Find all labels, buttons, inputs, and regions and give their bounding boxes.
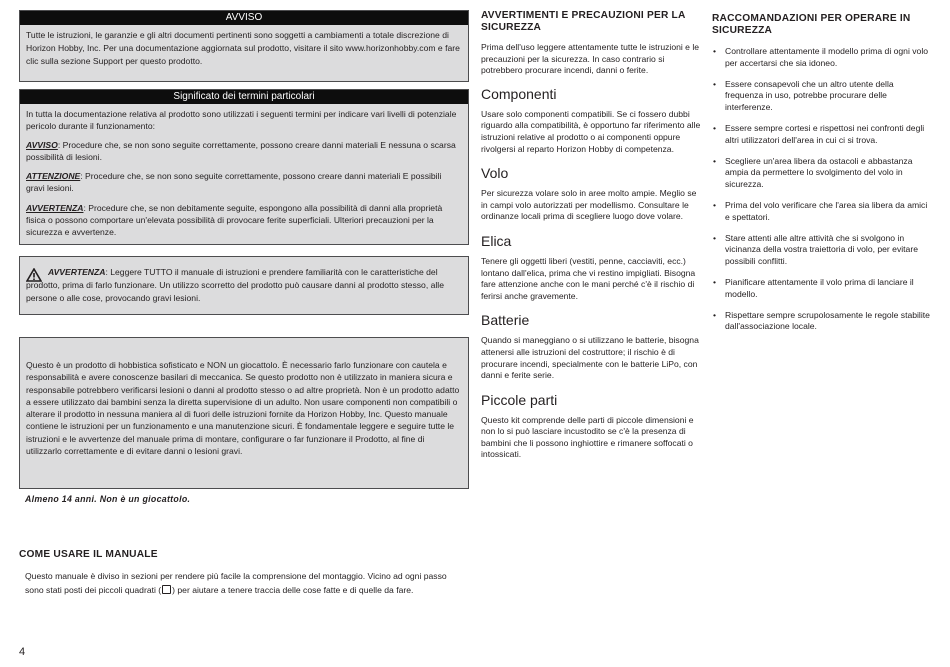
section-title-elica: Elica — [481, 232, 512, 249]
manual-text — [25, 569, 465, 598]
list-item: • Rispettare sempre scrupolosamente le regole stabilite dall'associazione locale. — [712, 310, 934, 333]
warning-box — [19, 256, 469, 315]
term-avviso-text: : Procedure che, se non sono seguite correttamente, possono creare danni materiali E nessuna o scarsa possibilità di lesioni. — [26, 140, 456, 163]
safety-column — [481, 10, 701, 461]
recommendations-list — [712, 46, 934, 333]
section-text-elica: Tenere gli oggetti liberi (vestiti, penne, cacciaviti, ecc.) lontano dall'elica, prima che vi restino impigliati. Bisogna fare attenzione anche con le mani perché c'è il rischio di ferirsi anche gravemente. — [481, 255, 696, 301]
age-note: Almeno 14 anni. Non è un giocattolo. — [25, 494, 191, 504]
list-item: • Pianificare attentamente il volo prima di lanciare il modello. — [712, 277, 934, 300]
terms-box — [19, 89, 469, 245]
avviso-box — [19, 10, 469, 82]
hobby-box — [19, 337, 469, 489]
section-text-batterie: Quando si maneggiano o si utilizzano le batterie, bisogna attenersi alle istruzioni del costruttore; il rischio è di procurare incendi, specialmente con le batterie LiPo, con danni e ferite serie. — [481, 335, 699, 381]
safety-intro: Prima dell'uso leggere attentamente tutte le istruzioni e le precauzioni per la sicurezza. In caso contrario si potrebbero procurare incendi, danni o ferite. — [481, 42, 700, 76]
manual-text-after: ) per aiutare a tenere traccia delle cose fatte e di quelle da fare. — [172, 585, 414, 596]
term-avvertenza-text: : Procedure che, se non debitamente seguite, espongono alla possibilità di danni alla proprietà fisica o possono comportare un'elevata possibilità di provocare ferite superficiali. Ulteriori precauzioni per la sicurezza e avvertenze. — [26, 202, 443, 237]
terms-box-title: Significato dei termini particolari — [20, 90, 468, 104]
term-attenzione-text: : Procedure che, se non sono seguite correttamente, possono creare danni materiali E possibili gravi lesioni. — [26, 171, 442, 194]
term-avviso — [26, 139, 462, 163]
term-attenzione — [26, 170, 462, 194]
list-item: • Prima del volo verificare che l'area sia libera da amici e spettatori. — [712, 200, 934, 223]
section-title-volo: Volo — [481, 165, 509, 182]
list-item: • Controllare attentamente il modello prima di ogni volo per accertarsi che sia idoneo. — [712, 46, 934, 69]
manual-text-before: Questo manuale è diviso in sezioni per rendere più facile la comprensione del montaggio. Vicino ad ogni passo sono stati posti dei piccoli quadrati ( — [25, 571, 447, 596]
checkbox-square-icon — [162, 585, 171, 594]
list-item: • Stare attenti alle altre attività che si svolgono in vicinanza della vostra traiettoria di volo, per evitare possibili conflitti. — [712, 233, 934, 268]
warning-body: : Leggere TUTTO il manuale di istruzioni e prendere familiarità con le caratteristiche del prodotto, prima di farlo funzionare. Un utilizzo scorretto del prodotto può causare danni al prodotto stesso, alle persone o alle cose, provocando gravi lesioni. — [26, 267, 444, 303]
recommendations-column — [712, 13, 934, 342]
section-text-piccole-parti: Questo kit comprende delle parti di piccole dimensioni e non lo si può lasciare incustodito se c'è la presenza di bambini che li possono inghiottire e rimanere soffocati o intossicati. — [481, 414, 694, 460]
page-number: 4 — [19, 646, 26, 658]
warning-triangle-icon — [26, 268, 42, 282]
hobby-text: Questo è un prodotto di hobbistica sofisticato e NON un giocattolo. È necessario farlo funzionare con cautela e responsabilità e avere conoscenze basilari di meccanica. Se questo prodotto non è utilizzato in maniera sicura e responsabile potrebbero verificarsi lesioni o danni al prodotto stesso o ad altre proprietà. Non è un prodotto adatto a essere utilizzato dai bambini senza la diretta supervisione di un adulto. Non usare componenti non compatibili o alterare il prodotto in nessuna maniera al di fuori delle istruzioni fornite da Horizon Hobby, Inc. Questo manuale contiene le istruzioni per un funzionamento e una manutenzione sicuri. È fondamentale leggere e seguire tutte le istruzioni e le avvertenze del manuale prima di montare, configurare o far funzionare il Prodotto, al fine di utilizzarlo correttamente e di evitare danni o lesioni gravi. — [26, 360, 460, 457]
list-item: • Essere sempre cortesi e rispettosi nei confronti degli altri utilizzatori dell'area in cui ci si trova. — [712, 123, 934, 146]
warning-text — [26, 266, 462, 305]
section-title-batterie: Batterie — [481, 312, 530, 329]
avviso-box-title: AVVISO — [20, 11, 468, 25]
term-avvertenza-label: AVVERTENZA — [26, 202, 84, 213]
safety-heading: AVVERTIMENTI E PRECAUZIONI PER LA SICUREZZA — [481, 10, 686, 33]
term-avvertenza — [26, 202, 462, 238]
list-item: • Scegliere un'area libera da ostacoli e abbastanza ampia da permettere lo svolgimento del volo in sicurezza. — [712, 156, 934, 191]
term-attenzione-label: ATTENZIONE — [26, 171, 81, 182]
list-item: • Essere consapevoli che un altro utente della frequenza in uso, potrebbe procurare delle interferenze. — [712, 79, 934, 114]
avviso-box-text: Tutte le istruzioni, le garanzie e gli altri documenti pertinenti sono soggetti a cambiamenti a totale discrezione di Horizon Hobby, Inc. Per una documentazione aggiornata sul prodotto, visitare il sito www.horizonhobby.com e fare clic sulla sezione Support per questo prodotto. — [26, 30, 460, 67]
manual-heading: COME USARE IL MANUALE — [19, 549, 158, 560]
recommendations-heading: RACCOMANDAZIONI PER OPERARE IN SICUREZZA — [712, 13, 911, 36]
terms-intro: In tutta la documentazione relativa al prodotto sono utilizzati i seguenti termini per indicare vari livelli di potenziale pericolo durante il funzionamento: — [26, 109, 457, 132]
term-avviso-label: AVVISO — [26, 140, 58, 151]
section-title-componenti: Componenti — [481, 85, 557, 102]
warning-term: AVVERTENZA — [48, 267, 106, 277]
section-text-volo: Per sicurezza volare solo in aree molto ampie. Meglio se in campi volo autorizzati per modellismo. Consultare le ordinanze locali prima di scegliere luogo dove volare. — [481, 188, 697, 222]
section-text-componenti: Usare solo componenti compatibili. Se ci fossero dubbi riguardo alla compatibilità, è opportuno far riferimento alle istruzioni relative al prodotto o ai componenti oppure rivolgersi al reparto Horizon Hobby di competenza. — [481, 108, 701, 154]
section-title-piccole-parti: Piccole parti — [481, 391, 558, 408]
